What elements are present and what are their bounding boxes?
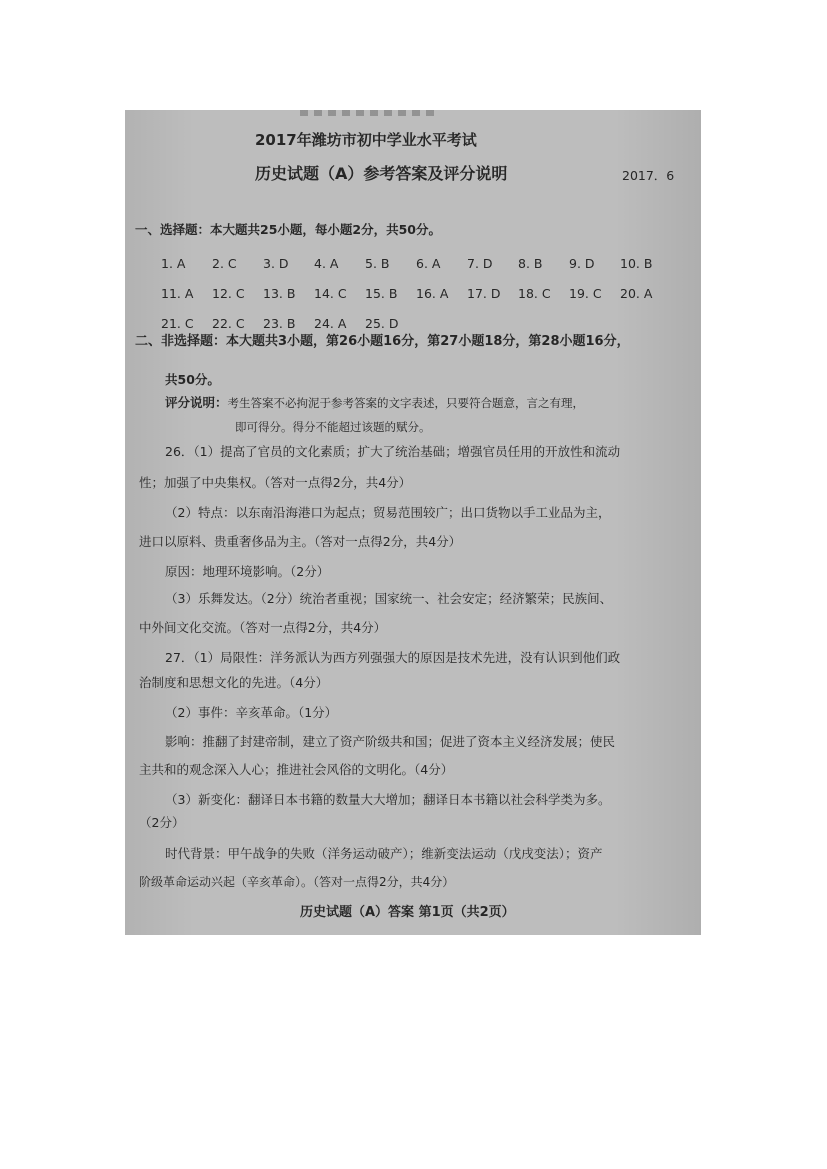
answer-line-27-3-background: 时代背景：甲午战争的失败（洋务运动破产）；维新变法运动（戊戌变法）；资产 — [165, 846, 603, 861]
mc-answer: 20. A — [620, 286, 653, 301]
mc-answer: 10. B — [620, 256, 653, 271]
mc-answer: 16. A — [416, 286, 449, 301]
scoring-note-cont: 即可得分。得分不能超过该题的赋分。 — [235, 420, 431, 434]
mc-answer: 19. C — [569, 286, 602, 301]
mc-answer: 3. D — [263, 256, 289, 271]
mc-answer: 13. B — [263, 286, 296, 301]
mc-answer: 15. B — [365, 286, 398, 301]
mc-answer: 14. C — [314, 286, 347, 301]
mc-answer: 9. D — [569, 256, 595, 271]
answer-line-26-3-cont: 中外间文化交流。（答对一点得2分，共4分） — [139, 620, 387, 635]
answer-line-26-2-reason: 原因：地理环境影响。（2分） — [165, 564, 330, 579]
page-footer: 历史试题（A）答案 第1页（共2页） — [300, 905, 515, 920]
answer-line-27-2-impact-cont: 主共和的观念深入人心；推进社会风俗的文明化。（4分） — [139, 762, 454, 777]
mc-answer: 1. A — [161, 256, 186, 271]
mc-answer: 2. C — [212, 256, 237, 271]
mc-answer: 5. B — [365, 256, 390, 271]
mc-answer: 8. B — [518, 256, 543, 271]
mc-answer: 21. C — [161, 316, 194, 331]
scoring-note-label: 评分说明： — [165, 395, 228, 410]
exam-title: 2017年潍坊市初中学业水平考试 — [255, 131, 477, 149]
mc-answer-row — [161, 256, 671, 272]
mc-answer: 6. A — [416, 256, 441, 271]
answer-line-27-3-points: （2分） — [139, 815, 185, 830]
answer-line-27-2-impact: 影响：推翻了封建帝制，建立了资产阶级共和国；促进了资本主义经济发展；使民 — [165, 734, 616, 749]
mc-answer: 7. D — [467, 256, 493, 271]
mc-answer-row — [161, 316, 416, 332]
mc-answer: 25. D — [365, 316, 399, 331]
document-title: 历史试题（A）参考答案及评分说明 — [255, 164, 508, 183]
answer-line-26-1-cont: 性；加强了中央集权。（答对一点得2分，共4分） — [139, 475, 412, 490]
answer-line-27-2: （2）事件：辛亥革命。（1分） — [165, 705, 338, 720]
section1-heading: 一、选择题：本大题共25小题，每小题2分，共50分。 — [135, 222, 441, 237]
section2-heading: 二、非选择题：本大题共3小题，第26小题16分，第27小题18分，第28小题16分， — [135, 334, 630, 349]
answer-line-27-3: （3）新变化：翻译日本书籍的数量大大增加；翻译日本书籍以社会科学类为多。 — [165, 792, 611, 807]
answer-line-26-2: （2）特点：以东南沿海港口为起点；贸易范围较广；出口货物以手工业品为主， — [165, 505, 611, 520]
exam-date: 2017．6 — [622, 168, 675, 183]
scoring-note-text: 考生答案不必拘泥于参考答案的文字表述，只要符合题意，言之有理， — [227, 396, 585, 410]
mc-answer: 24. A — [314, 316, 347, 331]
mc-answer: 18. C — [518, 286, 551, 301]
scanned-answer-sheet — [125, 110, 701, 935]
answer-line-26-2-cont: 进口以原料、贵重奢侈品为主。（答对一点得2分，共4分） — [139, 534, 462, 549]
mc-answer: 22. C — [212, 316, 245, 331]
answer-line-26-3: （3）乐舞发达。（2分）统治者重视；国家统一、社会安定；经济繁荣；民族间、 — [165, 591, 613, 606]
scoring-note — [165, 395, 584, 411]
mc-answer: 4. A — [314, 256, 339, 271]
mc-answer: 11. A — [161, 286, 194, 301]
mc-answer: 17. D — [467, 286, 501, 301]
answer-line-27-1-cont: 治制度和思想文化的先进。（4分） — [139, 675, 329, 690]
answer-line-27-3-background-cont: 阶级革命运动兴起（辛亥革命）。（答对一点得2分，共4分） — [139, 875, 455, 889]
answer-line-26-1: 26．（1）提高了官员的文化素质；扩大了统治基础；增强官员任用的开放性和流动 — [165, 444, 621, 459]
section2-heading-cont: 共50分。 — [165, 372, 220, 387]
cropped-header-marks — [300, 110, 440, 116]
mc-answer: 12. C — [212, 286, 245, 301]
mc-answer-row — [161, 286, 671, 302]
answer-line-27-1: 27．（1）局限性：洋务派认为西方列强强大的原因是技术先进，没有认识到他们政 — [165, 650, 621, 665]
mc-answer: 23. B — [263, 316, 296, 331]
